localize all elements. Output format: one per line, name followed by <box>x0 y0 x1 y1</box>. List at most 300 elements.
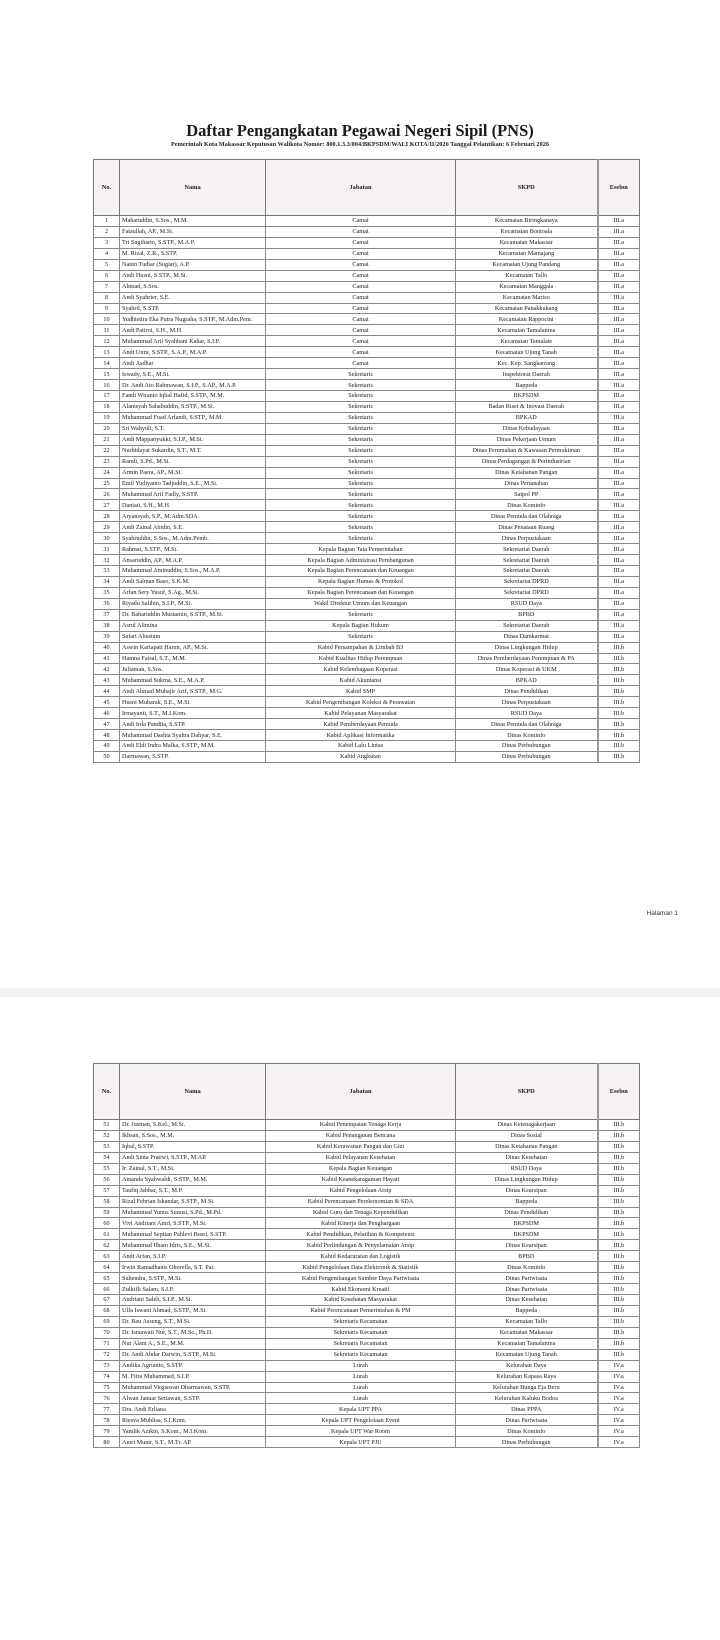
cell-nama: Dr. Ismawati Nur, S.T., M.Sc., Ph.D. <box>120 1327 266 1338</box>
cell-eselon: IV.a <box>598 1415 640 1426</box>
table-row <box>94 281 640 292</box>
table-row <box>94 522 640 533</box>
table-row <box>94 248 640 259</box>
cell-jabatan: Camat <box>266 314 456 325</box>
cell-nama: Andriani Saleh, S.I.P., M.Si. <box>120 1295 266 1306</box>
cell-jabatan: Kabid Lalu Lintas <box>266 741 456 752</box>
cell-skpd: Badan Riset & Inovasi Daerah <box>456 401 598 412</box>
cell-eselon: III.a <box>598 281 640 292</box>
cell-nama: Dra. Andi Erliana <box>120 1404 266 1415</box>
cell-no: 52 <box>94 1130 120 1141</box>
cell-jabatan: Sekretaris <box>266 412 456 423</box>
cell-no: 42 <box>94 664 120 675</box>
cell-nama: Syahruddin, S.Sos., M.Adm.Pemb. <box>120 533 266 544</box>
cell-no: 50 <box>94 751 120 762</box>
cell-nama: M. Fitra Muhammad, S.I.P. <box>120 1371 266 1382</box>
cell-skpd: Dinas Perhubungan <box>456 741 598 752</box>
cell-no: 67 <box>94 1295 120 1306</box>
cell-jabatan: Kabid Angkutan <box>266 751 456 762</box>
cell-eselon: III.a <box>598 445 640 456</box>
table-row <box>94 719 640 730</box>
cell-jabatan: Lurah <box>266 1360 456 1371</box>
cell-jabatan: Camat <box>266 292 456 303</box>
cell-nama: Zulkifli Salam, S.I.P. <box>120 1284 266 1295</box>
table-row <box>94 1382 640 1393</box>
cell-eselon: III.a <box>598 325 640 336</box>
cell-eselon: III.a <box>598 533 640 544</box>
table-row <box>94 1229 640 1240</box>
table-row <box>94 708 640 719</box>
cell-no: 74 <box>94 1371 120 1382</box>
cell-skpd: Dinas Kominfo <box>456 730 598 741</box>
table-row <box>94 1251 640 1262</box>
cell-no: 76 <box>94 1393 120 1404</box>
cell-eselon: III.b <box>598 664 640 675</box>
cell-skpd: BKPSDM <box>456 1229 598 1240</box>
cell-skpd: Kecamatan Ujung Tanah <box>456 347 598 358</box>
table-row <box>94 1185 640 1196</box>
cell-no: 68 <box>94 1305 120 1316</box>
cell-eselon: III.b <box>598 1218 640 1229</box>
cell-nama: Sri Wahyuli, S.T. <box>120 423 266 434</box>
cell-skpd: Kelurahan Bunga Eja Beru <box>456 1382 598 1393</box>
cell-no: 3 <box>94 237 120 248</box>
cell-jabatan: Camat <box>266 325 456 336</box>
cell-nama: Ansaruddin, AP., M.A.P. <box>120 555 266 566</box>
cell-no: 12 <box>94 336 120 347</box>
cell-skpd: Kelurahan Kaluku Bodoa <box>456 1393 598 1404</box>
cell-jabatan: Camat <box>266 281 456 292</box>
cell-no: 73 <box>94 1360 120 1371</box>
cell-skpd: Dinas Perhubungan <box>456 751 598 762</box>
cell-no: 31 <box>94 544 120 555</box>
cell-no: 36 <box>94 598 120 609</box>
cell-no: 72 <box>94 1349 120 1360</box>
cell-jabatan: Kepala Bagian Hukum <box>266 620 456 631</box>
cell-no: 27 <box>94 500 120 511</box>
cell-skpd: BPKAD <box>456 412 598 423</box>
cell-skpd: Dinas Pariwisata <box>456 1284 598 1295</box>
cell-no: 70 <box>94 1327 120 1338</box>
cell-skpd: Kecamatan Tamalanrea <box>456 325 598 336</box>
cell-jabatan: Kabid Kinerja dan Penghargaan <box>266 1218 456 1229</box>
cell-skpd: Kecamatan Bontoala <box>456 226 598 237</box>
table-row <box>94 1130 640 1141</box>
cell-nama: Alamsyah Sahabuddin, S.STP., M.Si. <box>120 401 266 412</box>
cell-nama: Andi Unru, S.STP., S.A.P., M.A.P. <box>120 347 266 358</box>
cell-no: 29 <box>94 522 120 533</box>
cell-skpd: Bappeda <box>456 1305 598 1316</box>
cell-eselon: III.a <box>598 423 640 434</box>
table-row <box>94 391 640 402</box>
cell-nama: Nanin Tudiar (Sugiar), A.P. <box>120 259 266 270</box>
cell-no: 32 <box>94 555 120 566</box>
cell-nama: Muhammad Ilham Idris, S.E., M.Si. <box>120 1240 266 1251</box>
cell-nama: Maharuddin, S.Sos., M.M. <box>120 216 266 227</box>
cell-jabatan: Sekretaris <box>266 423 456 434</box>
cell-skpd: Dinas Koperasi & UKM <box>456 664 598 675</box>
table-row <box>94 751 640 762</box>
cell-skpd: Dinas Perdagangan & Perindustrian <box>456 456 598 467</box>
cell-nama: Nurhidayat Sukardin, S.T., M.T. <box>120 445 266 456</box>
cell-no: 63 <box>94 1251 120 1262</box>
cell-nama: Aswin Kartapati Harun, AP., M.Si. <box>120 642 266 653</box>
column-header-eselon: Eselon <box>598 160 640 216</box>
cell-no: 53 <box>94 1141 120 1152</box>
cell-no: 24 <box>94 467 120 478</box>
cell-no: 10 <box>94 314 120 325</box>
cell-nama: Andi Irda Pandita, S.STP. <box>120 719 266 730</box>
table-row <box>94 741 640 752</box>
cell-jabatan: Sekretaris <box>266 434 456 445</box>
cell-no: 47 <box>94 719 120 730</box>
cell-eselon: III.a <box>598 369 640 380</box>
table-row <box>94 1273 640 1284</box>
cell-jabatan: Sekretaris <box>266 533 456 544</box>
table-row <box>94 631 640 642</box>
cell-no: 71 <box>94 1338 120 1349</box>
cell-nama: Syahril, S.STP. <box>120 303 266 314</box>
appointment-table-page-1 <box>93 159 640 763</box>
cell-nama: Muhammad Yunus Sunusi, S.Pd., M.Pd. <box>120 1207 266 1218</box>
cell-skpd: Dinas Kebudayaan <box>456 423 598 434</box>
cell-eselon: III.a <box>598 259 640 270</box>
document-subtitle: Pemerintah Kota Makassar Keputusan Walikota Nomor: 800.1.3.3/004/BKPSDM/WALI KOTA/II/2026 Tanggal Pelantikan: 6 Februari 2026 <box>170 141 550 148</box>
cell-jabatan: Kabid Perlindungan & Penyelamatan Arsip <box>266 1240 456 1251</box>
cell-jabatan: Camat <box>266 259 456 270</box>
cell-eselon: III.a <box>598 555 640 566</box>
cell-no: 80 <box>94 1437 120 1448</box>
cell-jabatan: Lurah <box>266 1393 456 1404</box>
cell-no: 40 <box>94 642 120 653</box>
cell-skpd: Kecamatan Makassar <box>456 237 598 248</box>
table-row <box>94 226 640 237</box>
cell-nama: Muhammad Fuad Arfandi, S.STP., M.M. <box>120 412 266 423</box>
table-row <box>94 412 640 423</box>
cell-jabatan: Sekretaris <box>266 391 456 402</box>
cell-jabatan: Camat <box>266 270 456 281</box>
cell-no: 22 <box>94 445 120 456</box>
cell-jabatan: Kepala UPT PPA <box>266 1404 456 1415</box>
cell-nama: Andi Syahrier, S.E. <box>120 292 266 303</box>
table-row <box>94 587 640 598</box>
cell-jabatan: Sekretaris <box>266 369 456 380</box>
cell-jabatan: Kepala Bagian Perencanaan dan Keuangan <box>266 566 456 577</box>
cell-no: 58 <box>94 1196 120 1207</box>
cell-no: 15 <box>94 369 120 380</box>
cell-no: 77 <box>94 1404 120 1415</box>
cell-nama: Nur Alam A., S.E., M.M. <box>120 1338 266 1349</box>
cell-eselon: III.a <box>598 358 640 369</box>
cell-jabatan: Kabid Akuntansi <box>266 675 456 686</box>
cell-jabatan: Kabid Persampahan & Limbah B3 <box>266 642 456 653</box>
cell-jabatan: Kabid Pengembangan Sumber Daya Pariwisata <box>266 1273 456 1284</box>
cell-eselon: IV.a <box>598 1404 640 1415</box>
cell-nama: Muhammad Sukma, S.E., M.A.P. <box>120 675 266 686</box>
cell-nama: Tri Sugiharto, S.STP., M.A.P. <box>120 237 266 248</box>
cell-nama: Muhammad Aminuddin, S.Sos., M.A.P. <box>120 566 266 577</box>
cell-eselon: III.b <box>598 1338 640 1349</box>
cell-eselon: III.b <box>598 1196 640 1207</box>
cell-jabatan: Camat <box>266 248 456 259</box>
cell-nama: Ir. Zainal, S.T., M.Si. <box>120 1163 266 1174</box>
cell-nama: Andi Mappanyukki, S.I.P., M.Si. <box>120 434 266 445</box>
cell-nama: Hamna Faisal, S.T., M.M. <box>120 653 266 664</box>
cell-jabatan: Sekretaris <box>266 478 456 489</box>
cell-jabatan: Kabid Penempatan Tenaga Kerja <box>266 1120 456 1131</box>
column-header-skpd: SKPD <box>456 160 598 216</box>
cell-jabatan: Lurah <box>266 1382 456 1393</box>
cell-no: 44 <box>94 686 120 697</box>
cell-skpd: Sekretariat DPRD <box>456 576 598 587</box>
cell-no: 49 <box>94 741 120 752</box>
column-header-eselon: Eselon <box>598 1064 640 1120</box>
cell-no: 1 <box>94 216 120 227</box>
cell-eselon: III.b <box>598 719 640 730</box>
cell-eselon: III.a <box>598 489 640 500</box>
cell-eselon: III.b <box>598 1141 640 1152</box>
cell-jabatan: Sekretaris <box>266 631 456 642</box>
cell-jabatan: Sekretaris <box>266 511 456 522</box>
cell-nama: Rizal Febrian Iskandar, S.STP., M.Si. <box>120 1196 266 1207</box>
cell-skpd: Dinas Lingkungan Hidup <box>456 1174 598 1185</box>
table-row <box>94 314 640 325</box>
cell-skpd: Dinas Pariwisata <box>456 1415 598 1426</box>
cell-eselon: III.b <box>598 1295 640 1306</box>
cell-no: 64 <box>94 1262 120 1273</box>
cell-eselon: III.a <box>598 620 640 631</box>
cell-eselon: III.a <box>598 478 640 489</box>
cell-jabatan: Camat <box>266 336 456 347</box>
cell-jabatan: Kabid Kedaruratan dan Logistik <box>266 1251 456 1262</box>
cell-skpd: Dinas Perpustakaan <box>456 697 598 708</box>
cell-eselon: IV.a <box>598 1437 640 1448</box>
cell-nama: Yamlik Azikin, S.Kom., M.I.Kom. <box>120 1426 266 1437</box>
cell-nama: M. Rizal, Z.R., S.STP. <box>120 248 266 259</box>
cell-eselon: III.b <box>598 1284 640 1295</box>
cell-skpd: Dinas Kominfo <box>456 1426 598 1437</box>
cell-no: 39 <box>94 631 120 642</box>
cell-no: 79 <box>94 1426 120 1437</box>
cell-eselon: III.b <box>598 1174 640 1185</box>
cell-skpd: Kecamatan Tallo <box>456 1316 598 1327</box>
cell-jabatan: Kabid SMP <box>266 686 456 697</box>
column-header-nama: Nama <box>120 1064 266 1120</box>
cell-skpd: BPBD <box>456 1251 598 1262</box>
cell-nama: Andi Arfan, S.I.P. <box>120 1251 266 1262</box>
cell-skpd: BKPSDM <box>456 391 598 402</box>
cell-eselon: III.b <box>598 741 640 752</box>
cell-jabatan: Kabid Pelayanan Kesehatan <box>266 1152 456 1163</box>
cell-eselon: III.a <box>598 380 640 391</box>
table-row <box>94 401 640 412</box>
cell-no: 45 <box>94 697 120 708</box>
cell-jabatan: Sekretaris <box>266 456 456 467</box>
cell-nama: Andi Sinta Pratiwi, S.STP., M.AP. <box>120 1152 266 1163</box>
cell-skpd: Dinas Kominfo <box>456 500 598 511</box>
cell-eselon: III.b <box>598 1130 640 1141</box>
cell-eselon: III.b <box>598 730 640 741</box>
table-row <box>94 369 640 380</box>
cell-skpd: Sekretariat Daerah <box>456 544 598 555</box>
table-row <box>94 1218 640 1229</box>
cell-jabatan: Kepala UPT Pengelolaan Event <box>266 1415 456 1426</box>
cell-no: 26 <box>94 489 120 500</box>
cell-jabatan: Kabid Ekonomi Kreatif <box>266 1284 456 1295</box>
table-row <box>94 544 640 555</box>
cell-no: 11 <box>94 325 120 336</box>
cell-jabatan: Sekretaris Kecamatan <box>266 1349 456 1360</box>
cell-eselon: III.b <box>598 1349 640 1360</box>
cell-skpd: Bappeda <box>456 380 598 391</box>
cell-nama: Dr. Jusman, S.Kel., M.Si. <box>120 1120 266 1131</box>
cell-nama: Ulfa Iswani Ahmad, S.STP., M.Si. <box>120 1305 266 1316</box>
table-row <box>94 358 640 369</box>
cell-skpd: Kecamatan Mamajang <box>456 248 598 259</box>
cell-skpd: Sekretariat Daerah <box>456 555 598 566</box>
appointment-table-page-2 <box>93 1063 640 1448</box>
cell-eselon: III.b <box>598 1163 640 1174</box>
cell-skpd: RSUD Daya <box>456 598 598 609</box>
cell-skpd: Dinas Pekerjaan Umum <box>456 434 598 445</box>
cell-skpd: Dinas Pariwisata <box>456 1273 598 1284</box>
cell-nama: Muhammad Virgiawan Dharmawan, S.STP. <box>120 1382 266 1393</box>
cell-nama: Ramli, S.Pd., M.Si. <box>120 456 266 467</box>
cell-no: 8 <box>94 292 120 303</box>
cell-skpd: Kecamatan Biringkanaya <box>456 216 598 227</box>
cell-jabatan: Sekretaris <box>266 445 456 456</box>
cell-skpd: Kecamatan Rappocini <box>456 314 598 325</box>
cell-nama: Amanda Syahwaldi, S.STP., M.M. <box>120 1174 266 1185</box>
cell-eselon: III.b <box>598 686 640 697</box>
table-row <box>94 325 640 336</box>
cell-jabatan: Sekretaris <box>266 467 456 478</box>
table-row <box>94 489 640 500</box>
cell-skpd: Dinas Sosial <box>456 1130 598 1141</box>
cell-skpd: BPKAD <box>456 675 598 686</box>
cell-eselon: III.a <box>598 292 640 303</box>
cell-jabatan: Sekretaris <box>266 489 456 500</box>
cell-jabatan: Kepala UPT War Room <box>266 1426 456 1437</box>
table-row <box>94 216 640 227</box>
cell-no: 65 <box>94 1273 120 1284</box>
document-title: Daftar Pengangkatan Pegawai Negeri Sipil (PNS) <box>186 121 534 140</box>
cell-skpd: Sekretariat Daerah <box>456 620 598 631</box>
cell-jabatan: Sekretaris <box>266 380 456 391</box>
cell-nama: Dr. Baharuddin Mustamin, S.STP., M.Si. <box>120 609 266 620</box>
cell-jabatan: Camat <box>266 226 456 237</box>
table-row <box>94 1174 640 1185</box>
cell-skpd: Kecamatan Ujung Pandang <box>456 259 598 270</box>
cell-no: 6 <box>94 270 120 281</box>
table-row <box>94 423 640 434</box>
cell-skpd: BKPSDM <box>456 1218 598 1229</box>
cell-no: 75 <box>94 1382 120 1393</box>
cell-skpd: Dinas Pertanahan <box>456 478 598 489</box>
cell-eselon: III.a <box>598 456 640 467</box>
cell-no: 54 <box>94 1152 120 1163</box>
cell-no: 17 <box>94 391 120 402</box>
table-row <box>94 1415 640 1426</box>
cell-nama: Yudhistira Eka Putra Nugraha, S.STP., M.Adm.Pem. <box>120 314 266 325</box>
cell-skpd: Dinas Kearsipan <box>456 1185 598 1196</box>
cell-jabatan: Kepala Bagian Keuangan <box>266 1163 456 1174</box>
table-row <box>94 1120 640 1131</box>
cell-no: 21 <box>94 434 120 445</box>
cell-jabatan: Kepala Bagian Humas & Protokol <box>266 576 456 587</box>
cell-no: 51 <box>94 1120 120 1131</box>
cell-nama: Andi Eldi Indra Malka, S.STP., M.M. <box>120 741 266 752</box>
cell-jabatan: Kabid Pendidikan, Pelatihan & Kompetensi <box>266 1229 456 1240</box>
cell-skpd: Dinas Pemberdayaan Perempuan & PA <box>456 653 598 664</box>
table-row <box>94 576 640 587</box>
cell-eselon: III.a <box>598 511 640 522</box>
cell-nama: Suhendra, S.STP., M.Si. <box>120 1273 266 1284</box>
cell-skpd: Inspektorat Daerah <box>456 369 598 380</box>
cell-jabatan: Sekretaris <box>266 500 456 511</box>
cell-eselon: III.a <box>598 391 640 402</box>
cell-no: 34 <box>94 576 120 587</box>
cell-jabatan: Kabid Pelayanan Masyarakat <box>266 708 456 719</box>
cell-skpd: Dinas Ketahanan Pangan <box>456 1141 598 1152</box>
table-row <box>94 467 640 478</box>
cell-eselon: III.a <box>598 609 640 620</box>
cell-no: 5 <box>94 259 120 270</box>
cell-skpd: Dinas PPPA <box>456 1404 598 1415</box>
cell-no: 35 <box>94 587 120 598</box>
cell-no: 37 <box>94 609 120 620</box>
cell-eselon: III.a <box>598 631 640 642</box>
cell-skpd: Dinas Perhubungan <box>456 1437 598 1448</box>
cell-eselon: III.a <box>598 226 640 237</box>
cell-skpd: Kecamatan Manggala <box>456 281 598 292</box>
cell-skpd: Kelurahan Kapasa Raya <box>456 1371 598 1382</box>
cell-no: 18 <box>94 401 120 412</box>
table-row <box>94 1393 640 1404</box>
cell-jabatan: Camat <box>266 216 456 227</box>
cell-nama: Armin Paera, AP., M.Si. <box>120 467 266 478</box>
table-row <box>94 445 640 456</box>
cell-nama: Dr. Andi Ato Rahmawan, S.I.P., S.AP., M.A.P. <box>120 380 266 391</box>
cell-jabatan: Camat <box>266 303 456 314</box>
cell-no: 16 <box>94 380 120 391</box>
table-row <box>94 1196 640 1207</box>
table-row <box>94 555 640 566</box>
cell-nama: Riesva Muhlisa, S.I.Kom. <box>120 1415 266 1426</box>
cell-eselon: III.a <box>598 401 640 412</box>
cell-skpd: BPBD <box>456 609 598 620</box>
table-row <box>94 1426 640 1437</box>
cell-no: 25 <box>94 478 120 489</box>
cell-nama: Andi Asdhar <box>120 358 266 369</box>
cell-nama: Darmawan, S.STP. <box>120 751 266 762</box>
table-row <box>94 598 640 609</box>
table-row <box>94 478 640 489</box>
cell-skpd: Bappeda <box>456 1196 598 1207</box>
cell-nama: Iqbal, S.STP. <box>120 1141 266 1152</box>
cell-skpd: Kelurahan Daya <box>456 1360 598 1371</box>
cell-no: 69 <box>94 1316 120 1327</box>
cell-jabatan: Camat <box>266 358 456 369</box>
cell-nama: Muhammad Dashia Syahra Dahyar, S.E. <box>120 730 266 741</box>
cell-skpd: Dinas Kesehatan <box>456 1152 598 1163</box>
cell-eselon: III.b <box>598 1229 640 1240</box>
page-separator <box>0 988 720 997</box>
cell-eselon: III.b <box>598 1185 640 1196</box>
cell-skpd: Kec. Kep. Sangkarrang <box>456 358 598 369</box>
cell-skpd: Kecamatan Panakkukang <box>456 303 598 314</box>
table-row <box>94 336 640 347</box>
